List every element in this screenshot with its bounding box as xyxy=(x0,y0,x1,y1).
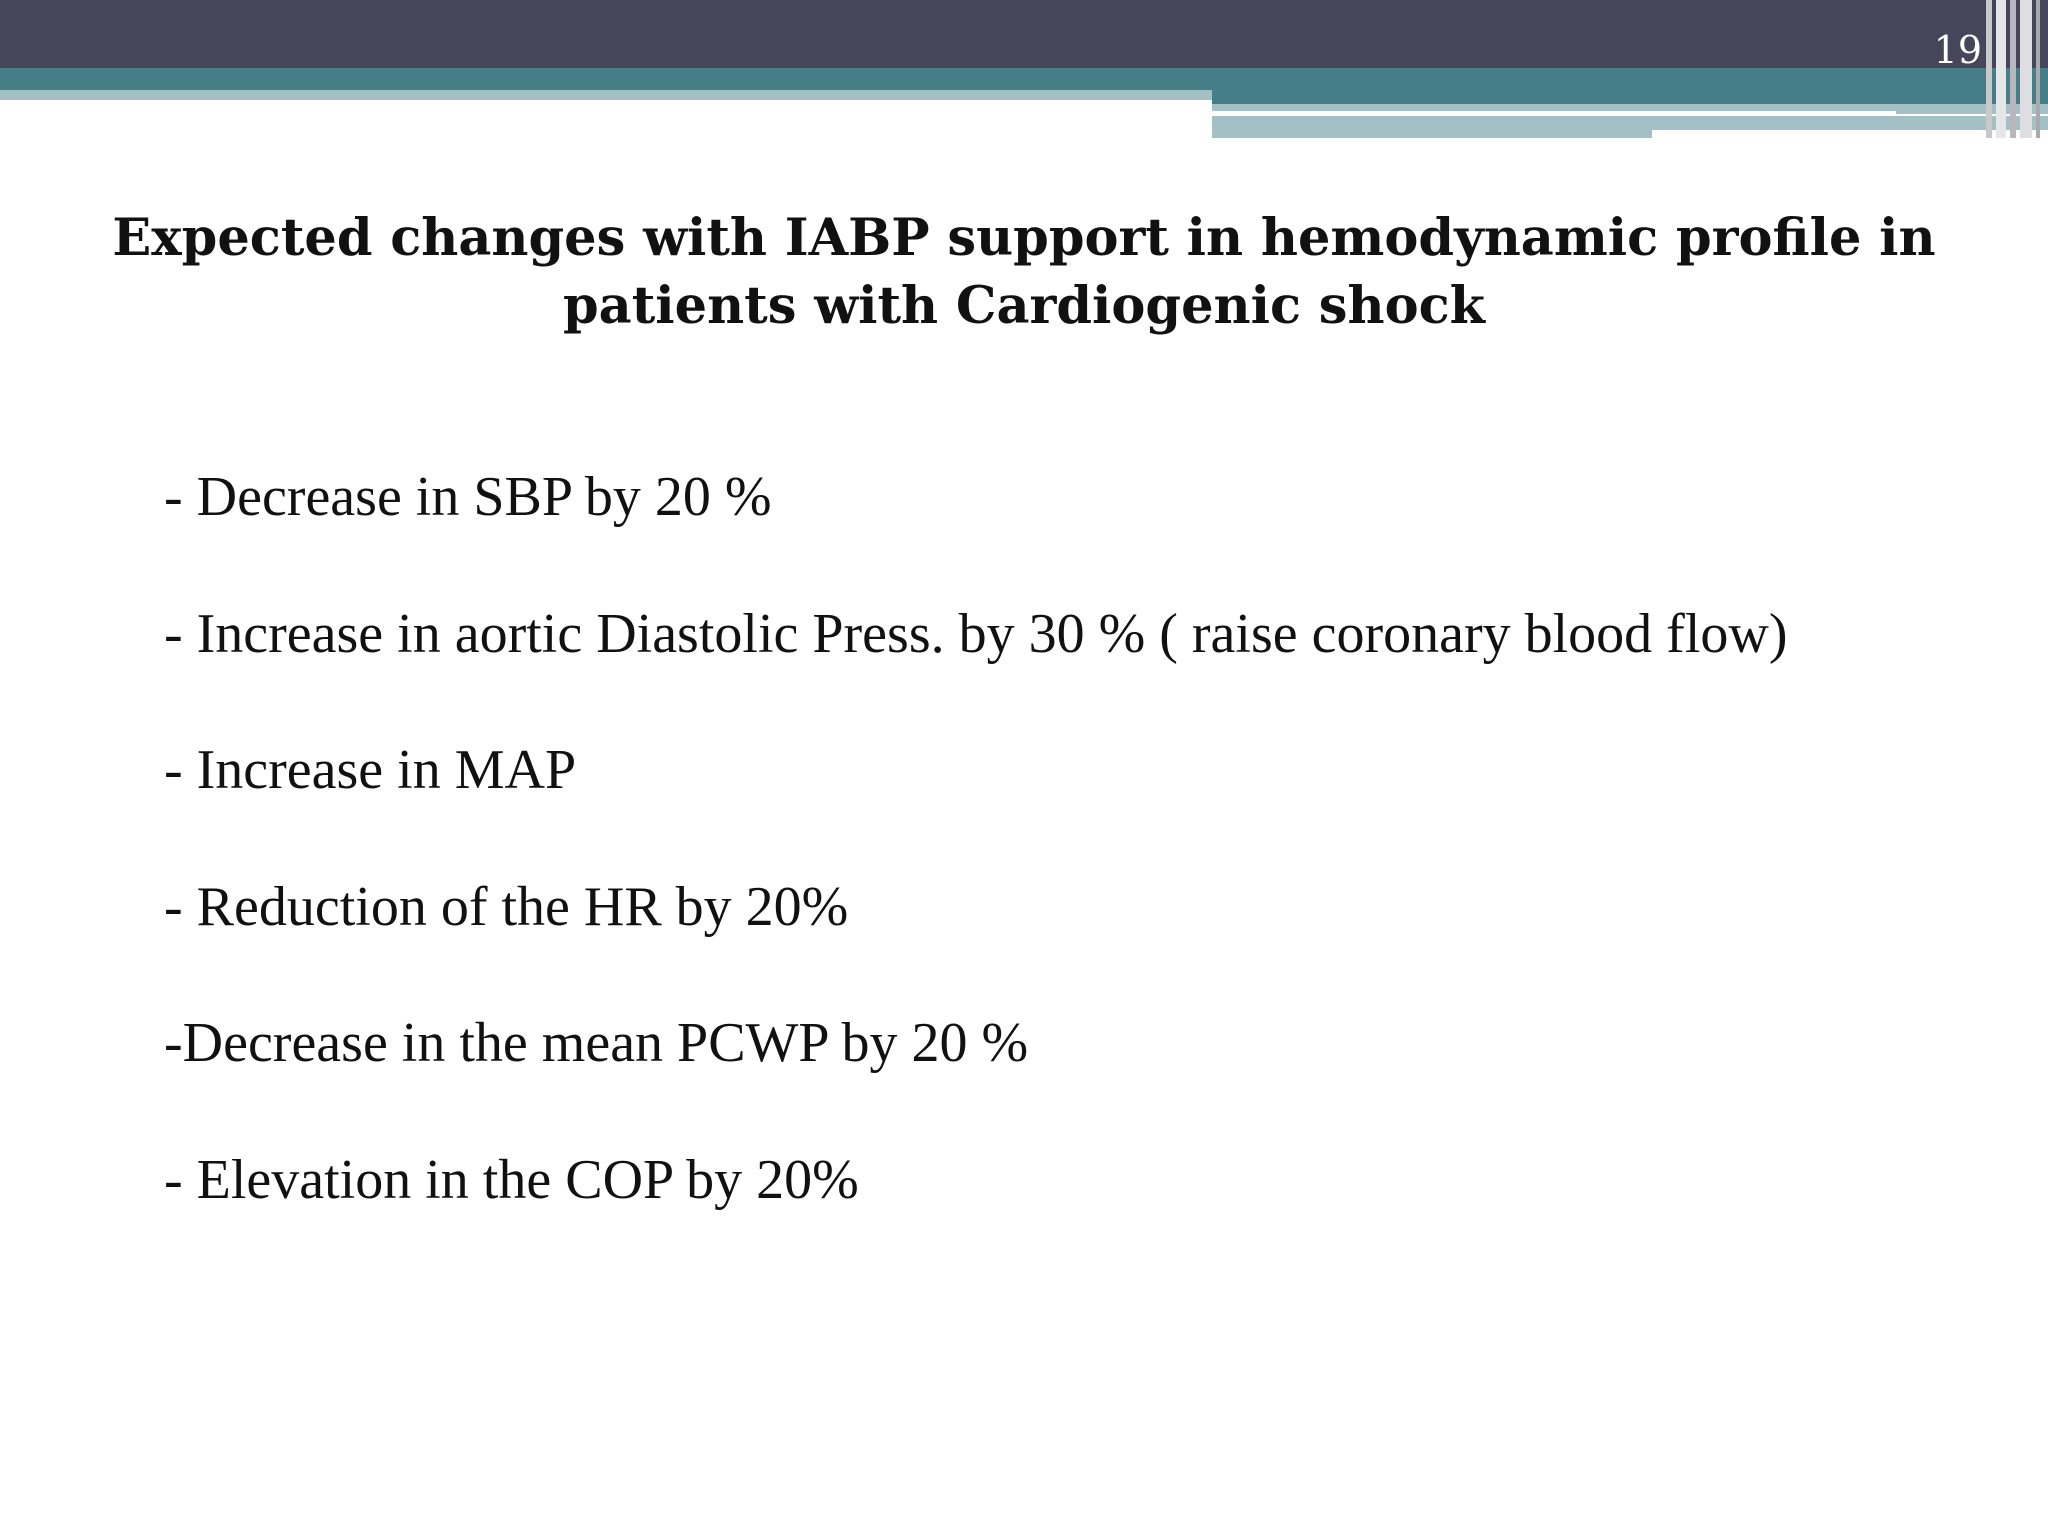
slide-title-line-1: Expected changes with IABP support in hemodynamic profile in xyxy=(112,208,1936,268)
bullet-list xyxy=(164,462,1787,1281)
slide-number: 19 xyxy=(1933,28,1982,72)
edge-stripe xyxy=(2020,0,2032,138)
header-band-teal-right xyxy=(1212,90,2048,104)
bullet-item-cop: - Elevation in the COP by 20% xyxy=(164,1148,859,1211)
slide-title xyxy=(60,204,1988,340)
header-band-dark xyxy=(0,0,2048,68)
edge-stripe xyxy=(2010,0,2016,138)
bullet-item-diastolic: - Increase in aortic Diastolic Press. by 30 % ( raise coronary blood flow) xyxy=(164,602,1788,665)
edge-stripe xyxy=(1996,0,2006,138)
slide-title-line-2: patients with Cardiogenic shock xyxy=(563,276,1485,336)
bullet-item-hr: - Reduction of the HR by 20% xyxy=(164,875,849,938)
bullet-item-sbp: - Decrease in SBP by 20 % xyxy=(164,466,772,528)
bullet-item-pcwp: -Decrease in the mean PCWP by 20 % xyxy=(164,1012,1029,1074)
header-band-light-left xyxy=(0,90,1212,100)
edge-stripe xyxy=(2036,0,2040,138)
header-band-teal xyxy=(0,68,2048,90)
bullet-item-map: - Increase in MAP xyxy=(164,739,577,801)
edge-stripe xyxy=(1986,0,1992,138)
